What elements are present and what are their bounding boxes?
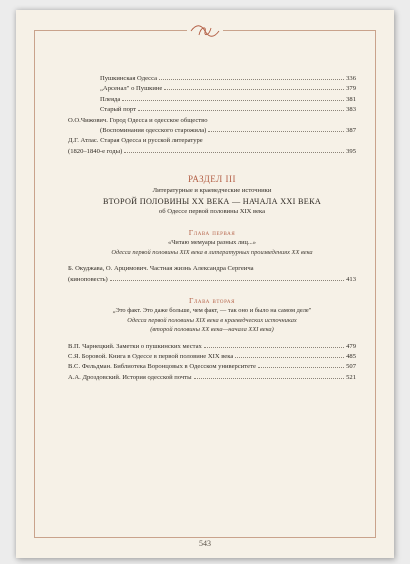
toc-entry: [68, 362, 356, 372]
toc-entry-title: В.С. Фельдман. Библиотека Воронцовых в Одесском университете: [68, 363, 256, 371]
page-number: [195, 533, 215, 551]
toc-entry-page: 521: [346, 373, 356, 381]
toc-entry: [68, 275, 356, 285]
toc-entry-title: С.Я. Боровой. Книга в Одессе в первой половине XIX века: [68, 352, 234, 360]
toc-entry-page: 379: [346, 85, 356, 93]
section-title: РАЗДЕЛ III: [188, 174, 236, 185]
monogram-ornament-icon: [187, 22, 223, 40]
toc-entry-title: Д.Г. Атлас. Старая Одесса и русской литературе: [68, 137, 203, 145]
chapter-1-title: Глава первая: [188, 228, 236, 238]
toc-entry-title: Плеяда: [100, 95, 121, 103]
dot-leader: [194, 378, 345, 379]
toc-entry: [68, 264, 356, 274]
book-page: [16, 10, 394, 558]
dot-leader: [235, 357, 344, 358]
toc-entry-title: (Воспоминания одесского старожила): [100, 127, 207, 135]
chapter-1-epigraph: «Читаю мемуары разных лиц...»: [168, 239, 256, 247]
toc-content: [68, 74, 356, 383]
toc-entry: [68, 84, 356, 94]
dot-leader: [164, 89, 344, 90]
page-number-text: 543: [195, 539, 215, 548]
toc-entry-page: 485: [346, 352, 356, 360]
dot-leader: [208, 131, 344, 132]
toc-entry-title: В.П. Чарнецкий. Заметки о пушкинских местах: [68, 342, 202, 350]
section-subtitle-3: об Одессе первой половины XIX века: [158, 208, 266, 216]
toc-entry-page: 381: [346, 95, 356, 103]
toc-entry-page: 383: [346, 106, 356, 114]
chapter-2-subtitle-2: (второй половины XX века—начала XXI века): [150, 326, 274, 334]
toc-entry: [68, 74, 356, 84]
toc-entry: [68, 373, 356, 383]
toc-entry-title: О.О.Чижович. Город Одесса и одесское общество: [68, 116, 208, 124]
toc-entry: [68, 136, 356, 146]
chapter-2-entries: [68, 342, 356, 384]
toc-entry-title: Старый порт: [100, 106, 137, 114]
chapter-1-subtitle: Одесса первой половины XIX века в литературных произведениях XX века: [111, 248, 313, 256]
toc-entry-title: „Арсенал" о Пушкине: [100, 85, 163, 93]
toc-entry-page: 336: [346, 75, 356, 82]
dot-leader: [159, 79, 344, 80]
section-subtitle-1: Литературные и краеведческие источники: [152, 187, 272, 195]
chapter-1-entries: [68, 264, 356, 285]
toc-entry: [68, 105, 356, 115]
toc-entry-page: 479: [346, 342, 356, 350]
dot-leader: [122, 100, 344, 101]
section-subtitle-2: ВТОРОЙ ПОЛОВИНЫ XX ВЕКА — НАЧАЛА XXI ВЕКА: [102, 197, 322, 207]
toc-entry: [68, 116, 356, 126]
toc-entry: [68, 147, 356, 157]
toc-entry-title: (киноповесть): [68, 275, 108, 283]
toc-list-top: [68, 74, 356, 157]
chapter-2-subtitle-1: Одесса первой половины XIX века в краеведческих источниках: [127, 316, 297, 324]
chapter-2-title: Глава вторая: [188, 296, 236, 306]
dot-leader: [124, 152, 344, 153]
toc-entry-title: Пушкинская Одесса: [100, 75, 158, 82]
toc-entry: [68, 95, 356, 105]
toc-entry-title: (1820–1840-е годы): [68, 147, 123, 155]
toc-entry-title: Б. Окуджава, О. Арцимович. Частная жизнь Александра Сергеича: [68, 265, 254, 273]
toc-entry-page: 395: [346, 147, 356, 155]
toc-entry-page: 413: [346, 275, 356, 283]
toc-entry: [68, 126, 356, 136]
toc-entry: [68, 352, 356, 362]
chapter-2-epigraph: „Это факт. Это даже больше, чем факт, — так оно и было на самом деле": [112, 307, 312, 315]
toc-entry-title: А.А. Дроздовский. История одесской почты: [68, 373, 192, 381]
dot-leader: [138, 110, 344, 111]
dot-leader: [204, 347, 344, 348]
toc-entry-page: 387: [346, 127, 356, 135]
toc-entry-page: 507: [346, 363, 356, 371]
toc-entry: [68, 342, 356, 352]
dot-leader: [110, 280, 344, 281]
dot-leader: [258, 367, 344, 368]
